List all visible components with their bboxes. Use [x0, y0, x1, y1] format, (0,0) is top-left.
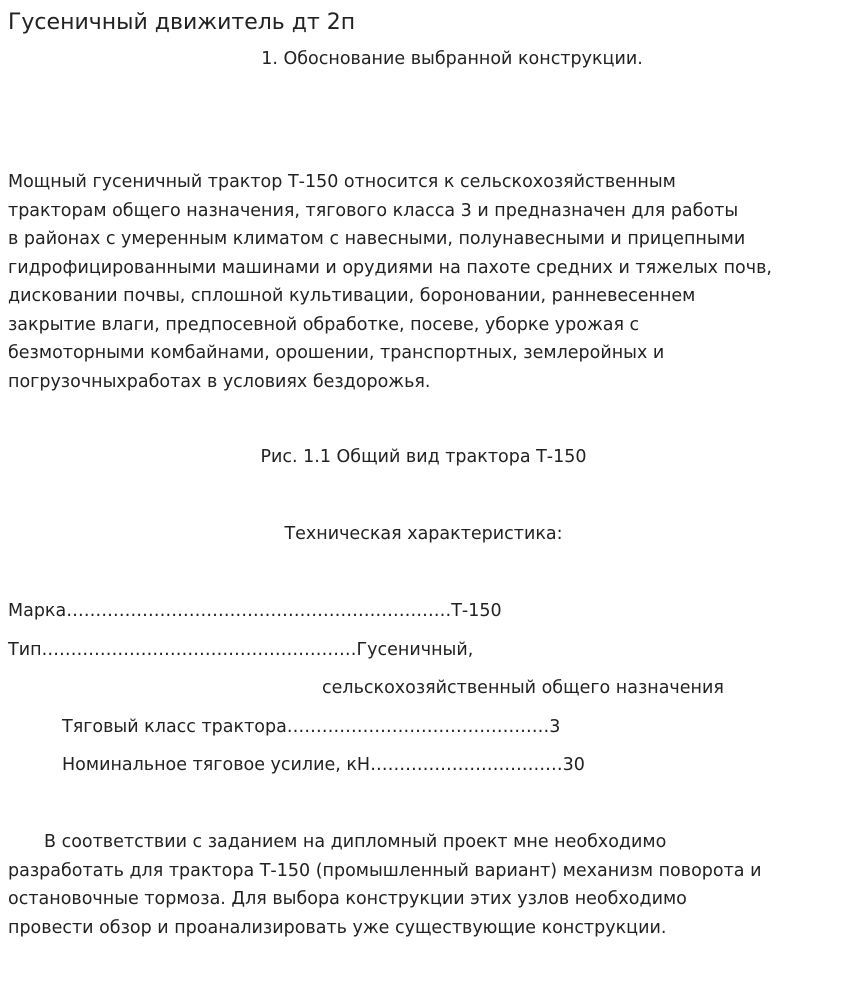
spec-nominal-traction-force: Номинальное тяговое усилие, кН……………………………30 — [62, 755, 585, 775]
paragraph-line: в районах с умеренным климатом с навесными, полунавесными и прицепными — [8, 229, 746, 249]
closing-paragraph — [8, 828, 844, 942]
paragraph-line: гидрофицированными машинами и орудиями на пахоте средних и тяжелых почв, — [8, 257, 772, 278]
intro-paragraph — [8, 168, 844, 396]
spec-traction-class: Тяговый класс трактора………………………………………3 — [62, 717, 561, 737]
figure-caption: Рис. 1.1 Общий вид трактора Т-150 — [260, 447, 587, 467]
paragraph-line: дисковании почвы, сплошной культивации, бороновании, ранневесеннем — [8, 286, 696, 306]
paragraph-line: разработать для трактора Т-150 (промышленный вариант) механизм поворота и — [8, 860, 762, 881]
paragraph-line: погрузочныхработах в условиях бездорожья. — [8, 371, 431, 392]
document-title: Гусеничный движитель дт 2п — [8, 10, 356, 35]
spec-brand: Марка…………………………………………………………Т-150 — [8, 601, 502, 621]
paragraph-line: безмоторными комбайнами, орошении, транспортных, землеройных и — [8, 343, 665, 363]
paragraph-line: провести обзор и проанализировать уже существующие конструкции. — [8, 917, 667, 938]
section-heading: 1. Обоснование выбранной конструкции. — [261, 49, 643, 69]
spec-type-continuation: сельскохозяйственный общего назначения — [322, 678, 724, 698]
paragraph-line: Мощный гусеничный трактор Т-150 относится к сельскохозяйственным — [8, 172, 676, 192]
paragraph-line: тракторам общего назначения, тягового класса 3 и предназначен для работы — [8, 200, 739, 221]
paragraph-line: остановочные тормоза. Для выбора конструкции этих узлов необходимо — [8, 889, 687, 909]
spec-type: Тип………………………………………………Гусеничный, — [8, 640, 474, 660]
paragraph-line: В соответствии с заданием на дипломный проект мне необходимо — [44, 832, 667, 852]
paragraph-line: закрытие влаги, предпосевной обработке, посеве, уборке урожая с — [8, 314, 640, 335]
specs-heading: Техническая характеристика: — [284, 524, 563, 544]
